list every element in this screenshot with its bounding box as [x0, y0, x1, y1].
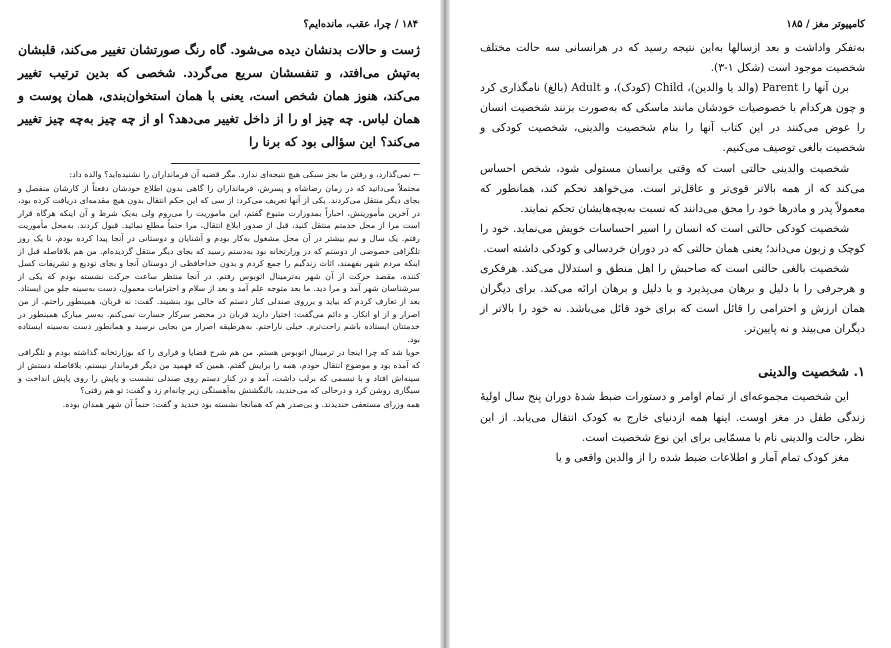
- paragraph: شخصیت بالغی حالتی است که صاحبش را اهل منطق و استدلال می‌کند. هرفکری و هرحرفی را با دلیل و برهان می‌پذیرد و با دلیل و برهان ارائه می‌کند. برای دیگران همان ارزش و احترامی را قائل است که برای خود قائل می‌باشد. نه خود را بالاتر از دیگران می‌بیند و نه پایین‌تر.: [480, 262, 865, 336]
- footnote-separator: [171, 163, 420, 164]
- right-page: [450, 0, 891, 648]
- left-page-header: ۱۸۴ / چرا، عقب، مانده‌ایم؟: [303, 19, 418, 30]
- right-page-header: [480, 18, 865, 32]
- paragraph: به‌تفکر واداشت و بعد ازسالها به‌این نتیجه رسید که در هرانسانی سه حالت مختلف شخصیت موجود است (شکل ۱-۳).: [480, 41, 865, 75]
- paragraph: این شخصیت مجموعه‌ای از تمام اوامر و دستورات ضبط شدهٔ دوران پنج سال اولیهٔ زندگی طفل در مغز اوست. اینها همه ازدنیای خارج به کودک انتقال می‌یابد. از این نظر، حالت والدینی نام با مسمّایی برای این نوع شخصیت است.: [480, 390, 865, 444]
- left-page-body: ژست و حالات بدنشان دیده می‌شود. گاه رنگ صورتشان تغییر می‌کند، قلبشان به‌تپش می‌افتد، و تنفسشان سریع می‌گردد. شخصی که بدین ترتیب تغییر می‌کند، هنوز همان شخص است، یعنی با همان استخوان‌بندی، همان پوست و همان لباس. چه چیز او را از داخل تغییر می‌دهد؟ او از چه چیز به‌چه چیز تغییر می‌کند؟ این سؤالی بود که برنا را: [18, 42, 420, 149]
- right-page-header-text: کامپیوتر مغز / ۱۸۵: [786, 19, 865, 30]
- paragraph: مغز کودک تمام آمار و اطلاعات ضبط شده را از والدین واقعی و یا: [555, 450, 849, 464]
- footnote-paragraph: محتملاً می‌دانید که در زمان رضاشاه و پسرش، فرمانداران را گاهی بدون اطلاع خودشان دفعتاً از کارشان منفصل و بجای دیگر منتقل می‌کردند. یکی از آنها تعریف می‌کرد: از سی که این حکم انتقال بدون هیچ مقدمه‌ای دریافت کرده بود، در آخرین مأموریتش، احباراً بمدوزارت متبوع گفتم، این ماموریت را می‌روم ولی به‌یک شرط و آن اینکه هرگاه قرار است مرا از محل خدمتم منتقل کنید، قبل از صدور ابلاغ انتقال، مرا حتماً مطلع نمائید. قبول کردند. به‌محل مأموریت رفتم. یک سال و نیم بیشتر در آن محل مشغول به‌کار بودم و آشنایان و دوستانی در آنجا پیدا کرده بودم، تا یک روز تلگرافی خصوصی از دوستم که در وزارتخانه بود به‌دستم رسید که بجای دیگر منتقل گردیده‌ام. من هم بلافاصله قبل از اینکه مردم شهر بفهمند، اثاث زندگیم را جمع کردم و بدون خداحافظی از دوستان آنجا و بجای تودیع و تشریفات کسل کننده، مقصد حرکت از آن شهر به‌ترمینال اتوبوس رفتم. در آنجا منتظر ساعت حرکت نشسته بودم که یکی از سرشناسان شهر آمد و مرا دید. ما بعد متوجه علم آمد و بعد از سلام و احترامات معمول، دست به‌سینه جلو من ایستاد. بعد از تعارف کردم که بیاید و برروی صندلی کنار دستم که خالی بود بنشیند. گفت: نه قربان، همینطور راحتم. از من اصرار و از او انکار. و دائم می‌گفت: اختیار دارید قربان در محضر سرکار جسارت نمی‌کنم. به‌سر مبارک همینطور در خدمتتان ایستاده باشم راحت‌ترم. خیلی ناراحتم. به‌هرطیقه اصرار من بجایی نرسید و همانطور دست به‌سینه ایستاده بود.: [18, 182, 420, 344]
- section-heading: ۱. شخصیت والدینی: [758, 365, 865, 381]
- footnote-paragraph: حویا شد که چرا اینجا در ترمینال اتوبوس هستم. من هم شرح قضایا و فراری را که بوزارتخانه گذاشته بودم و تلگرافی که آمده بود و موضوع انتقال حودم، همه را برایش گفتم. همین که فهمید من دیگر فرماندار نیستم، بلافاصله دستش از سینه‌اش افتاد و با تبسمی که برلب داشت، آمد و در کنار دستم روی صندلی نشست و پاپش را روی پاپش انداخت و سیگاری روشن کرد و درحالی که می‌خندید، بالنگشتش به‌آهستگی زیر چانه‌ام زد و گفت: تو هم رفتی؟: [18, 347, 420, 396]
- paragraph: شخصیت کودکی حالتی است که انسان را اسیر احساسات خویش می‌نماید. خود را کوچک و زبون می‌داند؛ یعنی همان حالتی که در دوران خردسالی و کودکی داشته است.: [480, 221, 865, 255]
- book-gutter: [440, 0, 450, 648]
- left-page: [0, 0, 440, 648]
- footnote-paragraph: همه وزرای مستعفی خندیدند. و بی‌صدر هم که همانجا نشسته بود خندید و گفت: حتماً آن شهر همدان بوده.: [62, 398, 420, 409]
- paragraph: برن آنها را Parent (والد یا والدین)، Child (کودک)، و Adult (بالغ) نامگذاری کرد و چون هرکدام با خصوصیات خودشان مانند ماسکی که به‌صورت بزنند شخصیت انسان را عوض می‌کنند در این کتاب آنها را بنام شخصیت والدینی، شخصیت کودکی و شخصیت بالغی توصیف می‌کنیم.: [480, 81, 865, 155]
- paragraph: شخصیت والدینی حالتی است که وقتی برانسان مستولی شود، شخص احساس می‌کند که از همه بالاتر قوی‌تر و عاقل‌تر است. می‌خواهد تحکم کند، همانطور که معمولاً پدر و مادرها خود را محق می‌دانند که نسبت به‌بچه‌هایشان تحکم نمایند.: [480, 161, 865, 215]
- footnote-intro: ← نمی‌گذارد، و رفتن ما بجز سبکی هیچ نتیجه‌ای ندارد. مگر قضیه آن فرمانداران را نشنیده‌اید؟ والده داد:: [69, 169, 420, 179]
